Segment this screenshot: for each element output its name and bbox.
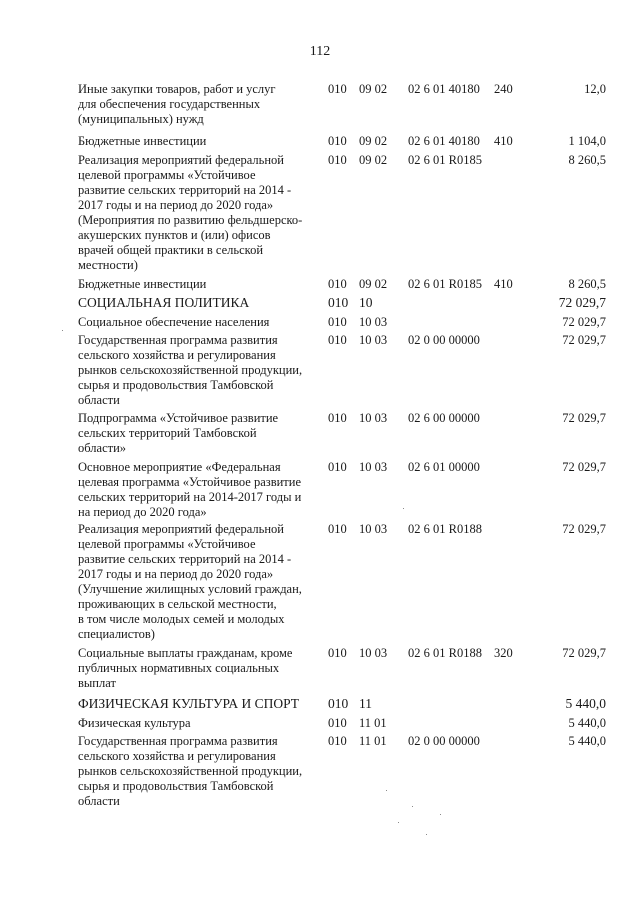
- scan-speck: [62, 330, 63, 331]
- row-ministry-code: 010: [328, 315, 347, 329]
- table-row: [0, 315, 640, 333]
- row-target-code: 02 0 00 00000: [408, 333, 480, 347]
- section-row: [0, 295, 640, 315]
- page-number: 112: [309, 44, 331, 59]
- section-row: [0, 696, 640, 716]
- scan-speck: [403, 508, 404, 509]
- table-row: [0, 522, 640, 646]
- row-name: Социальные выплаты гражданам, кроме публичных нормативных социальных выплат: [78, 646, 293, 690]
- row-name: Иные закупки товаров, работ и услуг для обеспечения государственных (муниципальных) нужд: [78, 82, 276, 126]
- row-target-code: 02 6 01 R0185: [408, 153, 482, 167]
- row-amount: 72 029,7: [562, 411, 606, 425]
- section-title: СОЦИАЛЬНАЯ ПОЛИТИКА: [78, 295, 250, 310]
- section-title: ФИЗИЧЕСКАЯ КУЛЬТУРА И СПОРТ: [78, 696, 300, 711]
- row-expense-type: 240: [494, 82, 513, 96]
- row-ministry-code: 010: [328, 646, 347, 660]
- row-amount: 8 260,5: [568, 153, 606, 167]
- row-target-code: 02 6 01 R0185: [408, 277, 482, 291]
- row-section-code: 10 03: [359, 315, 388, 329]
- row-name: Социальное обеспечение населения: [78, 315, 270, 329]
- row-name: Государственная программа развития сельского хозяйства и регулирования рынков сельскохозяйственной продукции, сырья и продовольствия Тамбовской области: [78, 734, 303, 808]
- row-amount: 5 440,0: [568, 734, 606, 748]
- row-name: Бюджетные инвестиции: [78, 134, 207, 148]
- row-section-code: 09 02: [359, 82, 388, 96]
- row-amount: 72 029,7: [562, 460, 606, 474]
- row-ministry-code: 010: [328, 277, 347, 291]
- row-ministry-code: 010: [328, 411, 347, 425]
- row-ministry-code: 010: [328, 734, 347, 748]
- table-row: [0, 716, 640, 734]
- row-target-code: 02 6 01 40180: [408, 134, 480, 148]
- row-name: Основное мероприятие «Федеральная целевая программа «Устойчивое развитие сельских территорий на 2014-2017 годы и на период до 2020 года»: [78, 460, 302, 519]
- scan-speck: [426, 834, 427, 835]
- row-ministry-code: 010: [328, 82, 347, 96]
- row-name: Реализация мероприятий федеральной целевой программы «Устойчивое развитие сельских территорий на 2014 - 2017 годы и на период до 2020 года» (Улучшение жилищных условий граждан, проживающих в сельской местности, в том числе молодых семей и молодых специалистов): [78, 522, 302, 641]
- row-section-code: 09 02: [359, 277, 388, 291]
- table-row: [0, 460, 640, 522]
- row-expense-type: 410: [494, 134, 513, 148]
- row-name: Реализация мероприятий федеральной целевой программы «Устойчивое развитие сельских территорий на 2014 - 2017 годы и на период до 2020 года» (Мероприятия по развитию фельдшерско- акушерских пунктов и (или) офисов врачей общей практики в сельской местности): [78, 153, 303, 272]
- scan-speck: [412, 806, 413, 807]
- row-ministry-code: 010: [328, 295, 349, 310]
- row-section-code: 10 03: [359, 411, 388, 425]
- table-row: [0, 734, 640, 814]
- row-ministry-code: 010: [328, 460, 347, 474]
- row-section-code: 10 03: [359, 646, 388, 660]
- row-name: Подпрограмма «Устойчивое развитие сельских территорий Тамбовской области»: [78, 411, 279, 455]
- row-amount: 5 440,0: [568, 716, 606, 730]
- row-name: Государственная программа развития сельского хозяйства и регулирования рынков сельскохозяйственной продукции, сырья и продовольствия Тамбовской области: [78, 333, 303, 407]
- row-expense-type: 410: [494, 277, 513, 291]
- table-row: [0, 134, 640, 153]
- row-target-code: 02 6 01 R0188: [408, 646, 482, 660]
- scan-speck: [386, 790, 387, 791]
- row-target-code: 02 6 01 00000: [408, 460, 480, 474]
- row-ministry-code: 010: [328, 153, 347, 167]
- row-ministry-code: 010: [328, 134, 347, 148]
- table-row: [0, 333, 640, 411]
- row-target-code: 02 0 00 00000: [408, 734, 480, 748]
- budget-table: [0, 82, 640, 814]
- row-amount: 1 104,0: [568, 134, 606, 148]
- row-name: Физическая культура: [78, 716, 191, 730]
- row-amount: 72 029,7: [562, 646, 606, 660]
- row-amount: 72 029,7: [558, 295, 606, 310]
- row-section-code: 10 03: [359, 333, 388, 347]
- row-expense-type: 320: [494, 646, 513, 660]
- row-ministry-code: 010: [328, 522, 347, 536]
- row-amount: 72 029,7: [562, 315, 606, 329]
- table-row: [0, 411, 640, 460]
- row-amount: 72 029,7: [562, 333, 606, 347]
- row-ministry-code: 010: [328, 333, 347, 347]
- row-section-code: 10 03: [359, 522, 388, 536]
- row-target-code: 02 6 00 00000: [408, 411, 480, 425]
- row-target-code: 02 6 01 R0188: [408, 522, 482, 536]
- row-section-code: 11 01: [359, 734, 387, 748]
- row-amount: 72 029,7: [562, 522, 606, 536]
- row-section-code: 09 02: [359, 153, 388, 167]
- row-target-code: 02 6 01 40180: [408, 82, 480, 96]
- row-section-code: 11: [359, 696, 372, 711]
- row-name: Бюджетные инвестиции: [78, 277, 207, 291]
- row-section-code: 09 02: [359, 134, 388, 148]
- row-ministry-code: 010: [328, 716, 347, 730]
- table-row: [0, 82, 640, 134]
- row-ministry-code: 010: [328, 696, 349, 711]
- table-row: [0, 646, 640, 696]
- row-amount: 8 260,5: [568, 277, 606, 291]
- row-section-code: 11 01: [359, 716, 387, 730]
- row-section-code: 10 03: [359, 460, 388, 474]
- scan-speck: [398, 822, 399, 823]
- row-amount: 5 440,0: [565, 696, 606, 711]
- row-section-code: 10: [359, 295, 373, 310]
- table-row: [0, 153, 640, 277]
- scan-speck: [440, 814, 441, 815]
- table-row: [0, 277, 640, 295]
- row-amount: 12,0: [584, 82, 606, 96]
